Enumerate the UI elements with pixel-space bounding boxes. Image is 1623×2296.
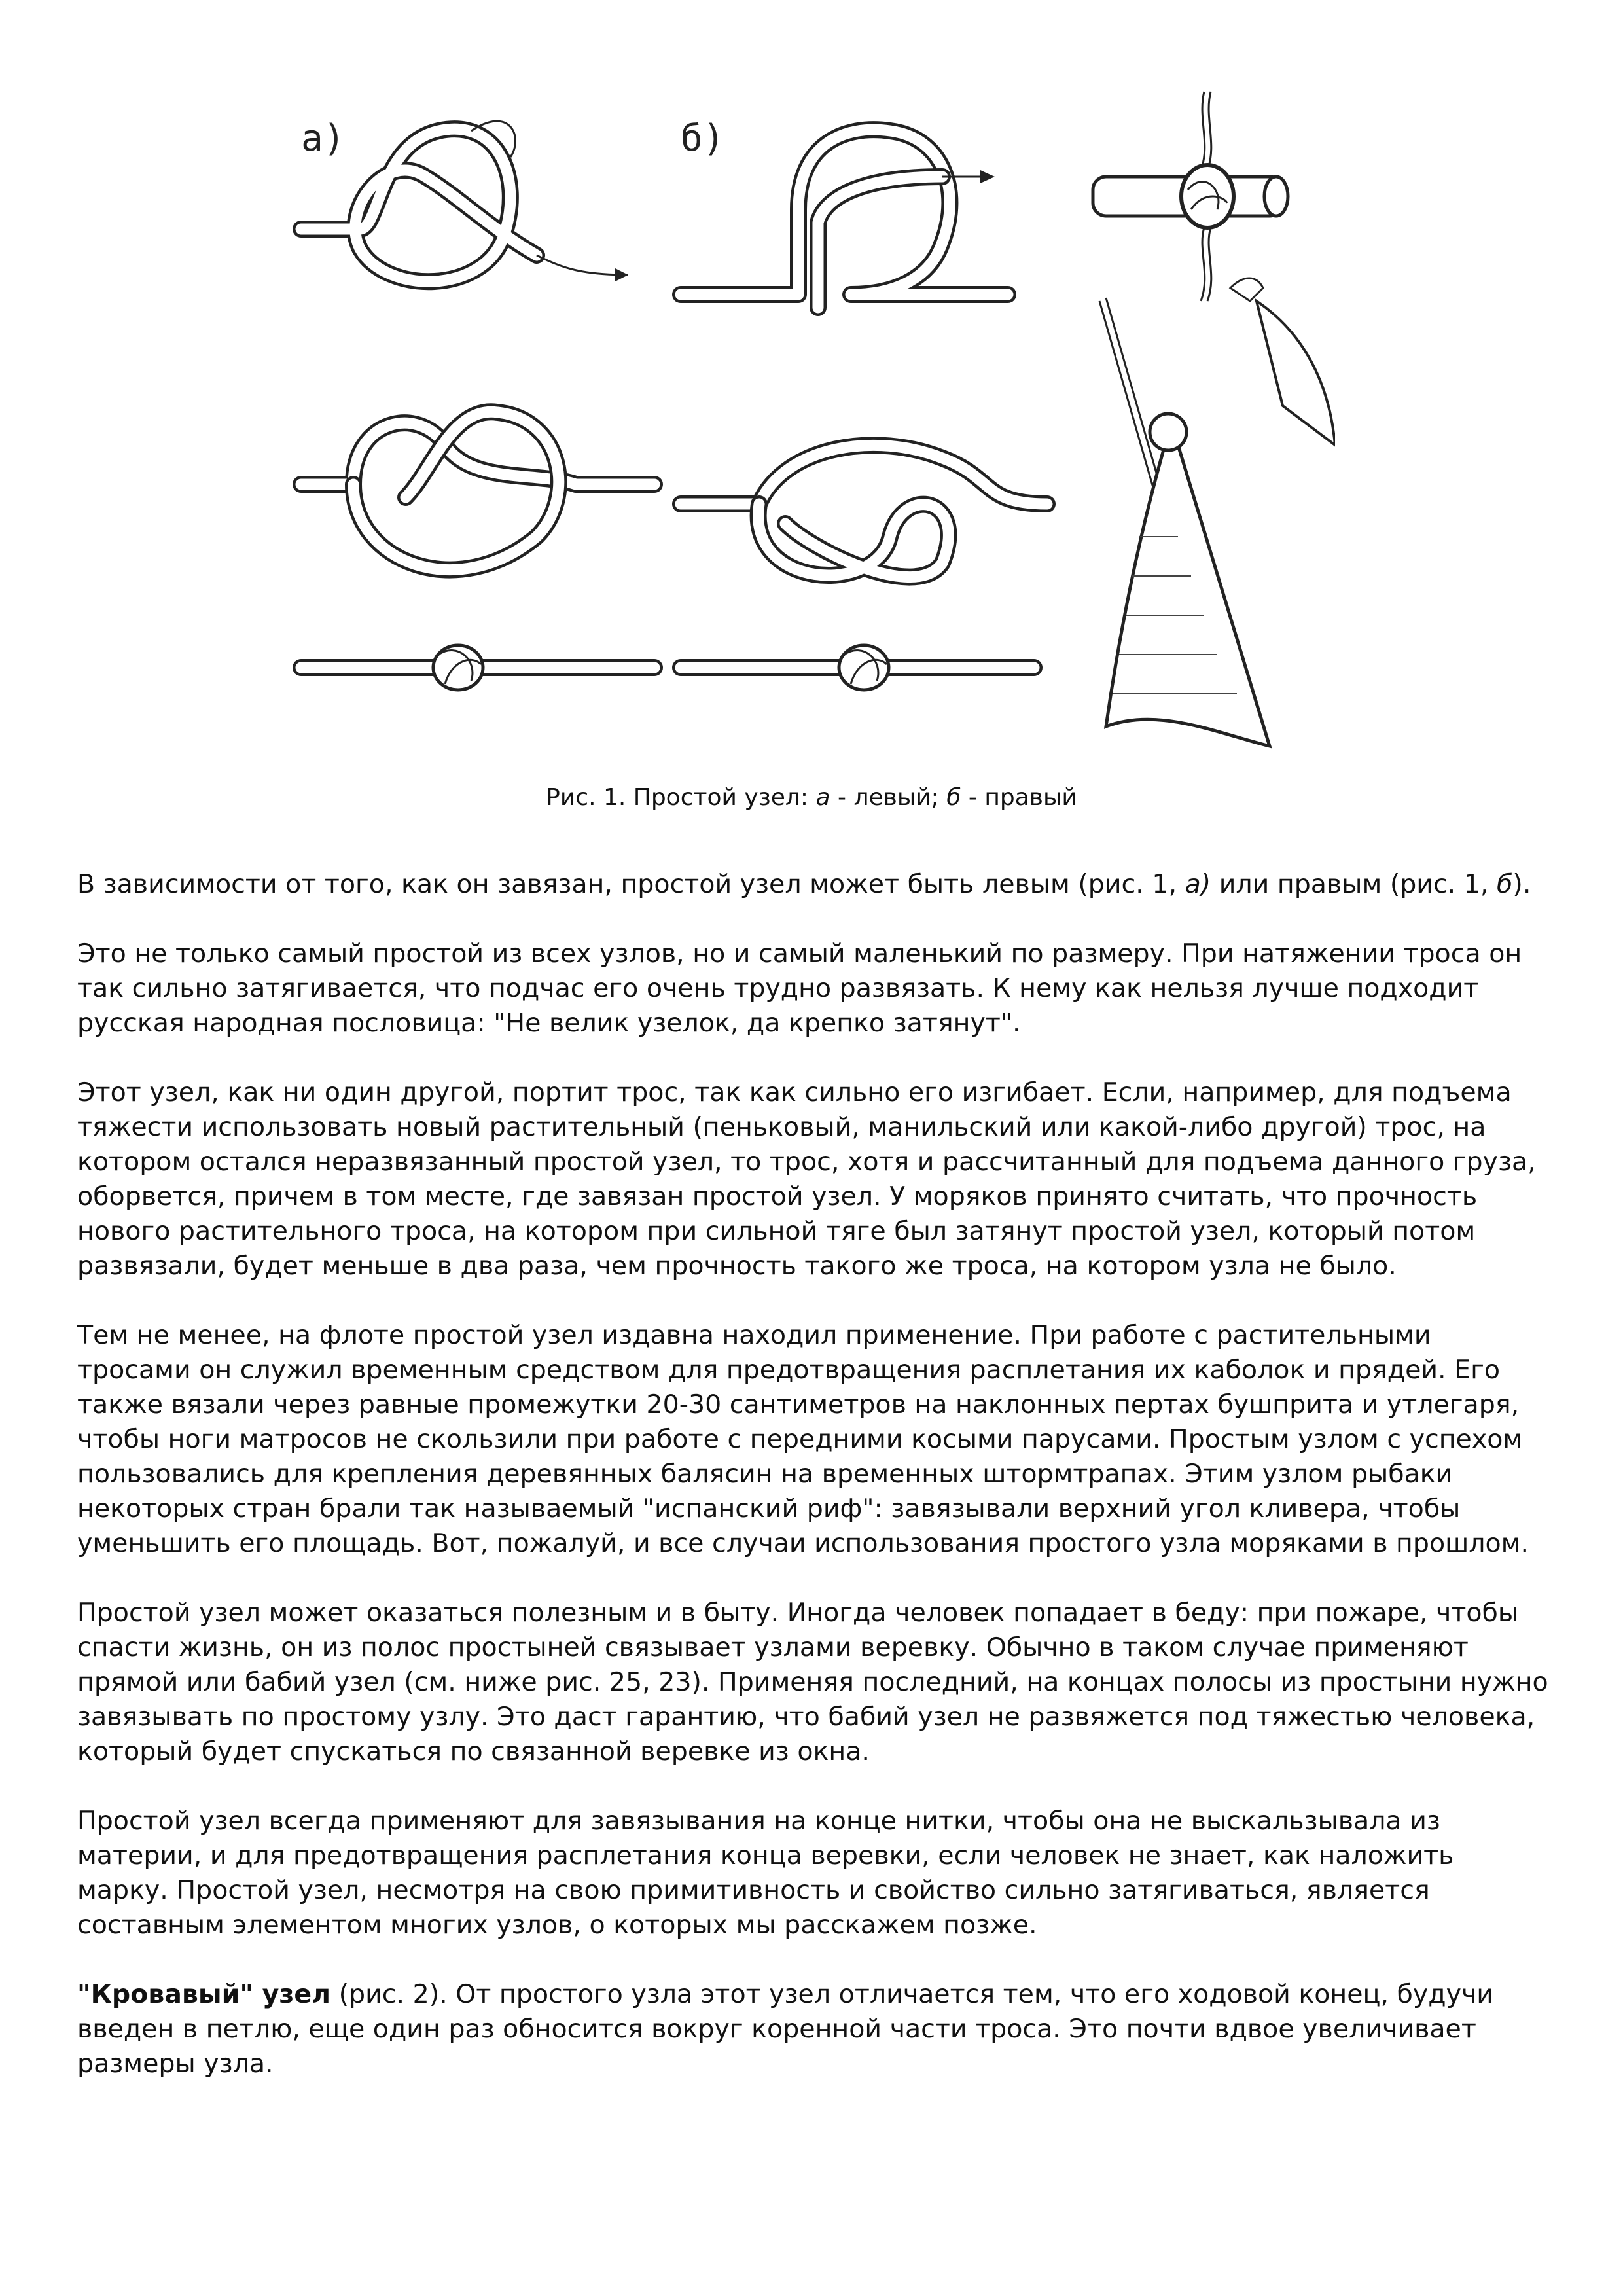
- knot-b-step2-drawing: [681, 445, 1047, 577]
- paragraph-6: Простой узел всегда применяют для завязывания на конце нитки, чтобы она не выскальзывала из материи, и для предотвращения расплетания конца веревки, если человек не знает, как наложить марку. Простой узел, несмотря на свою примитивность и свойство сильно затягиваться, является составным элементом многих узлов, о которых мы расскажем позже.: [77, 1806, 1454, 1940]
- p1-text2: или правым (рис. 1,: [1211, 869, 1497, 899]
- knot-figure: [288, 79, 1335, 772]
- p7-text: (рис. 2). От простого узла этот узел отличается тем, что его ходовой конец, будучи введен в петлю, еще один раз обносится вокруг коренной части троса. Это почти вдвое увеличивает размеры узла.: [77, 1979, 1493, 2079]
- p1-italic2: б: [1497, 869, 1513, 899]
- paragraph-7: [77, 1977, 1550, 2081]
- p1-text3: ).: [1512, 869, 1531, 899]
- caption-prefix: Рис. 1. Простой узел:: [546, 784, 816, 811]
- p1-italic1: а): [1185, 869, 1211, 899]
- caption-suffix: - правый: [961, 784, 1077, 811]
- knot-illustration: [288, 79, 1335, 772]
- caption-a: а: [815, 784, 830, 811]
- paragraph-1: [77, 867, 1550, 902]
- knot-b-tight-drawing: [681, 645, 1034, 690]
- paragraph-2: Это не только самый простой из всех узлов, но и самый маленький по размеру. При натяжении троса он так сильно затягивается, что подчас его очень трудно развязать. К нему как нельзя лучше подходит русская народная пословица: "Не велик узелок, да крепко затянут".: [77, 939, 1522, 1038]
- sail-drawing: [1099, 278, 1335, 746]
- p1-text1: В зависимости от того, как он завязан, простой узел может быть левым (рис. 1,: [77, 869, 1185, 899]
- paragraph-3: Этот узел, как ни один другой, портит трос, так как сильно его изгибает. Если, например, для подъема тяжести использовать новый растительный (пеньковый, манильский или какой-либо другой) трос, на котором остался неразвязанный простой узел, то трос, хотя и рассчитанный для подъема данного груза, оборвется, причем в том месте, где завязан простой узел. У моряков принято считать, что прочность нового растительного троса, на котором при сильной тяге был затянут простой узел, который потом развязали, будет меньше в два раза, чем прочность такого же троса, на котором узла не было.: [77, 1077, 1536, 1281]
- rope-on-bar-drawing: [1093, 92, 1288, 301]
- article-body: [77, 867, 1550, 2116]
- caption-b: б: [946, 784, 961, 811]
- paragraph-4: Тем не менее, на флоте простой узел издавна находил применение. При работе с растительными тросами он служил временным средством для предотвращения расплетания их каболок и прядей. Его также вязали через равные промежутки 20-30 сантиметров на наклонных пертах бушприта и утлегаря, чтобы ноги матросов не скользили при работе с передними косыми парусами. Простым узлом с успехом пользовались для крепления деревянных балясин на временных штормтрапах. Этим узлом рыбаки некоторых стран брали так называемый "испанский риф": завязывали верхний угол кливера, чтобы уменьшить его площадь. Вот, пожалуй, и все случаи использования простого узла моряками в прошлом.: [77, 1320, 1529, 1558]
- figure-caption: [0, 782, 1623, 814]
- figure-label-a: а): [301, 117, 346, 160]
- knot-a-step2-drawing: [301, 412, 654, 569]
- knot-a-tight-drawing: [301, 645, 654, 690]
- paragraph-5: Простой узел может оказаться полезным и в быту. Иногда человек попадает в беду: при пожаре, чтобы спасти жизнь, он из полос простыней связывает узлами веревку. Обычно в таком случае применяют прямой или бабий узел (см. ниже рис. 25, 23). Применяя последний, на концах полосы из простыни нужно завязывать по простому узлу. Это даст гарантию, что бабий узел не развяжется под тяжестью человека, который будет спускаться по связанной веревке из окна.: [77, 1598, 1548, 1767]
- figure-label-b: б): [681, 117, 725, 160]
- knot-b-step1-drawing: [681, 130, 1008, 308]
- caption-mid: - левый;: [830, 784, 947, 811]
- bloody-knot-title: "Кровавый" узел: [77, 1979, 331, 2009]
- knot-a-step1-drawing: [301, 121, 628, 281]
